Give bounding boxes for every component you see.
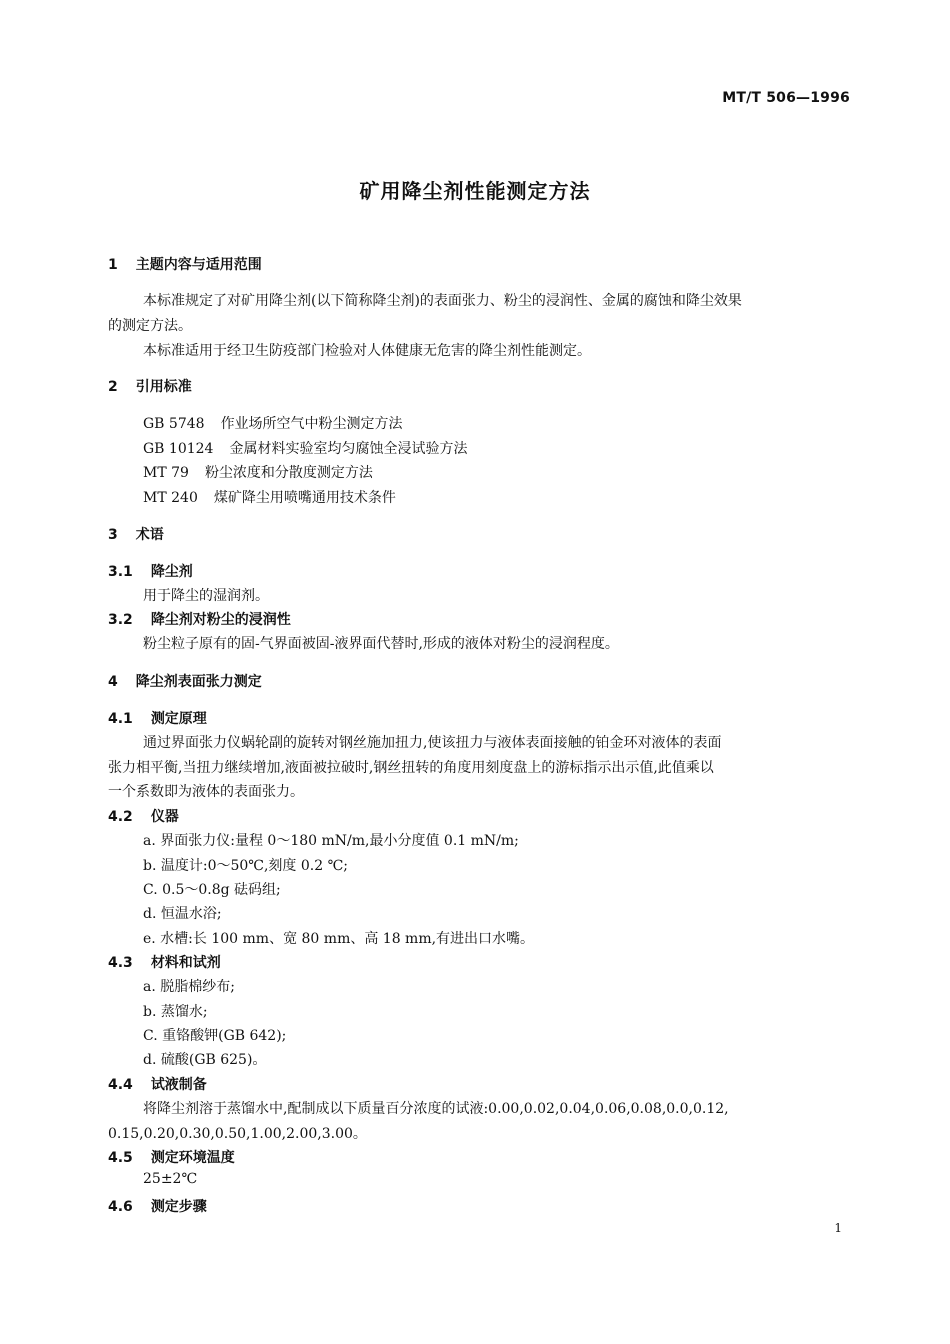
subsection-number: 4.6 xyxy=(108,1199,133,1215)
paragraph-line: 本标准适用于经卫生防疫部门检验对人体健康无危害的降尘剂性能测定。 xyxy=(143,343,591,359)
list-item: d. 恒温水浴; xyxy=(143,906,222,922)
reference-title: 金属材料实验室均匀腐蚀全浸试验方法 xyxy=(229,441,468,457)
paragraph-line: 0.15,0.20,0.30,0.50,1.00,2.00,3.00。 xyxy=(108,1126,367,1142)
subsection-title: 降尘剂 xyxy=(150,564,193,580)
reference-code: MT 240 xyxy=(143,490,198,506)
subsection-4-6-heading xyxy=(108,1196,207,1216)
paragraph-line: 用于降尘的湿润剂。 xyxy=(143,588,269,604)
paragraph-line: 25±2℃ xyxy=(143,1171,198,1187)
reference-title: 煤矿降尘用喷嘴通用技术条件 xyxy=(213,490,396,506)
paragraph-line: 粉尘粒子原有的固-气界面被固-液界面代替时,形成的液体对粉尘的浸润程度。 xyxy=(143,636,619,652)
subsection-title: 材料和试剂 xyxy=(150,955,221,971)
subsection-4-5-heading xyxy=(108,1147,235,1167)
paragraph-line: 通过界面张力仪蜗轮副的旋转对钢丝施加扭力,使该扭力与液体表面接触的铂金环对液体的表面 xyxy=(143,735,722,751)
list-item: C. 重铬酸钾(GB 642); xyxy=(143,1028,287,1044)
reference-code: MT 79 xyxy=(143,465,189,481)
document-title: 矿用降尘剂性能测定方法 xyxy=(359,179,591,203)
list-item: b. 温度计:0～50℃,刻度 0.2 ℃; xyxy=(143,858,348,874)
paragraph-line: 本标准规定了对矿用降尘剂(以下简称降尘剂)的表面张力、粉尘的浸润性、金属的腐蚀和降尘效果 xyxy=(143,293,742,309)
section-3-heading xyxy=(108,524,164,544)
section-2-heading xyxy=(108,376,192,396)
subsection-title: 试液制备 xyxy=(150,1077,207,1093)
subsection-number: 3.2 xyxy=(108,612,133,628)
subsection-3-1-heading xyxy=(108,561,193,581)
section-title: 引用标准 xyxy=(135,379,192,395)
list-item: a. 脱脂棉纱布; xyxy=(143,979,235,995)
subsection-number: 3.1 xyxy=(108,564,133,580)
section-number: 4 xyxy=(108,674,118,690)
reference-item xyxy=(143,462,373,482)
subsection-number: 4.5 xyxy=(108,1150,133,1166)
paragraph-line: 将降尘剂溶于蒸馏水中,配制成以下质量百分浓度的试液:0.00,0.02,0.04,0.06,0.08,0.0,0.12, xyxy=(143,1101,729,1117)
section-title: 降尘剂表面张力测定 xyxy=(135,674,262,690)
list-item: b. 蒸馏水; xyxy=(143,1004,208,1020)
subsection-4-3-heading xyxy=(108,952,221,972)
page-number: 1 xyxy=(834,1221,842,1235)
reference-code: GB 10124 xyxy=(143,441,214,457)
subsection-4-2-heading xyxy=(108,806,179,826)
reference-title: 粉尘浓度和分散度测定方法 xyxy=(204,465,373,481)
section-number: 2 xyxy=(108,379,118,395)
subsection-4-4-heading xyxy=(108,1074,207,1094)
subsection-number: 4.2 xyxy=(108,809,133,825)
reference-item xyxy=(143,413,403,433)
subsection-4-1-heading xyxy=(108,708,207,728)
subsection-title: 测定环境温度 xyxy=(150,1150,235,1166)
subsection-number: 4.3 xyxy=(108,955,133,971)
section-4-heading xyxy=(108,671,262,691)
paragraph-line: 一个系数即为液体的表面张力。 xyxy=(108,784,304,800)
paragraph-line: 张力相平衡,当扭力继续增加,液面被拉破时,钢丝扭转的角度用刻度盘上的游标指示出示值,此值乘以 xyxy=(108,760,714,776)
subsection-title: 仪器 xyxy=(150,809,179,825)
subsection-3-2-heading xyxy=(108,609,291,629)
subsection-number: 4.1 xyxy=(108,711,133,727)
section-title: 主题内容与适用范围 xyxy=(135,257,262,273)
subsection-title: 降尘剂对粉尘的浸润性 xyxy=(150,612,291,628)
subsection-number: 4.4 xyxy=(108,1077,133,1093)
subsection-title: 测定步骤 xyxy=(150,1199,207,1215)
list-item: C. 0.5～0.8g 砝码组; xyxy=(143,882,281,898)
paragraph-line: 的测定方法。 xyxy=(108,318,192,334)
subsection-title: 测定原理 xyxy=(150,711,207,727)
reference-item xyxy=(143,438,467,458)
section-number: 3 xyxy=(108,527,118,543)
list-item: a. 界面张力仪:量程 0～180 mN/m,最小分度值 0.1 mN/m; xyxy=(143,833,519,849)
section-number: 1 xyxy=(108,257,118,273)
list-item: d. 硫酸(GB 625)。 xyxy=(143,1052,267,1068)
section-1-heading xyxy=(108,254,262,274)
reference-code: GB 5748 xyxy=(143,416,205,432)
reference-title: 作业场所空气中粉尘测定方法 xyxy=(220,416,403,432)
reference-item xyxy=(143,487,396,507)
list-item: e. 水槽:长 100 mm、宽 80 mm、高 18 mm,有进出口水嘴。 xyxy=(143,931,535,947)
section-title: 术语 xyxy=(135,527,164,543)
standard-number: MT/T 506—1996 xyxy=(722,90,850,106)
